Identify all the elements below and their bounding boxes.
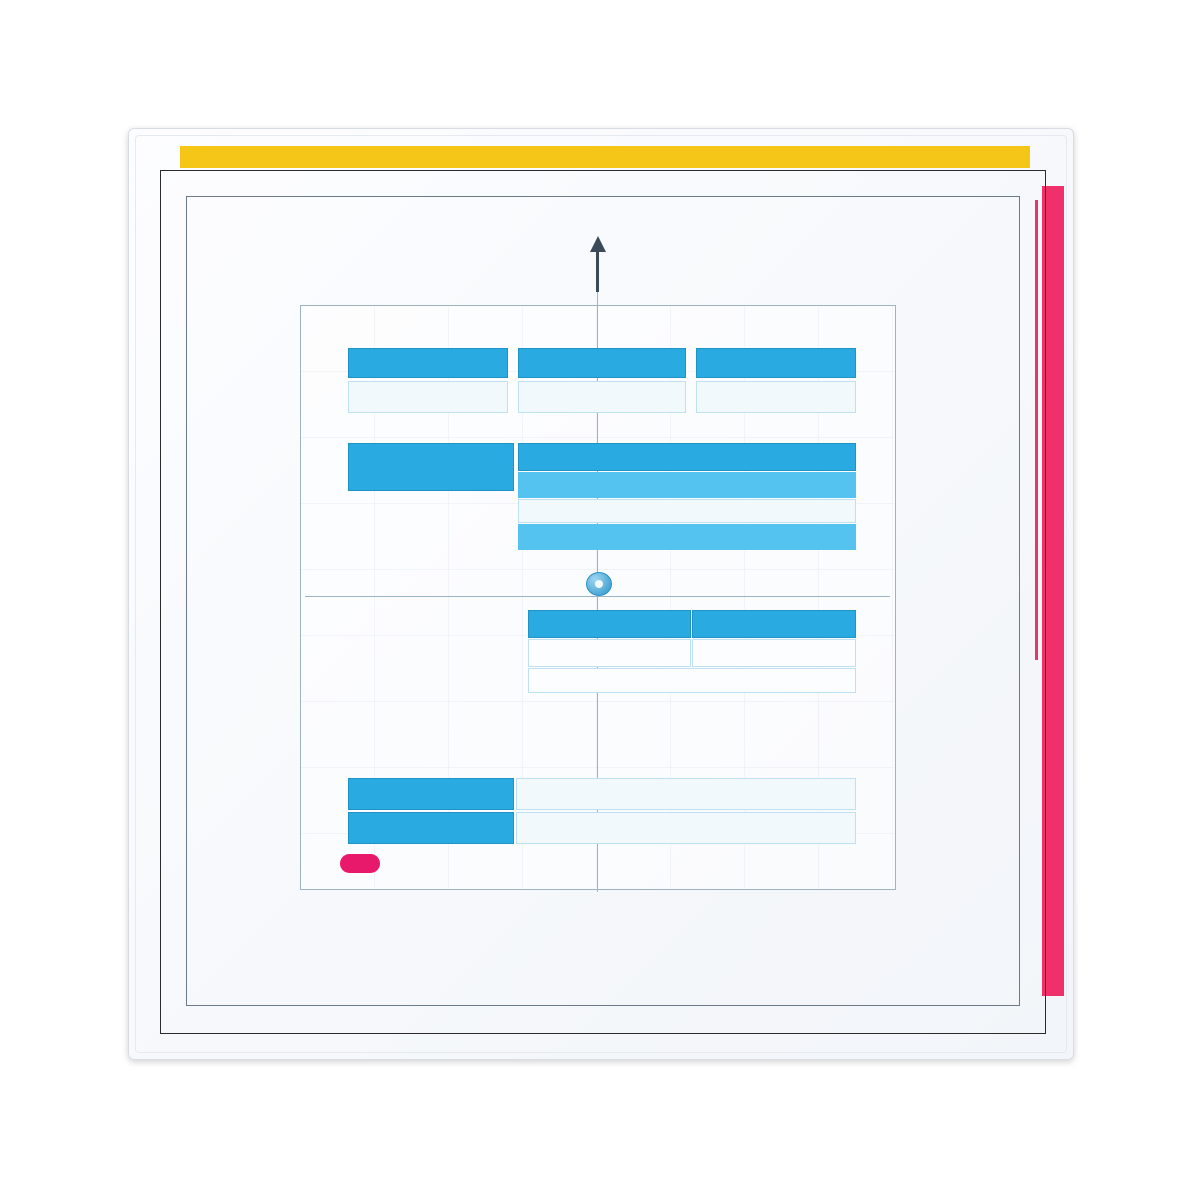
altitude-rule: [518, 499, 856, 523]
base-factor-title: [348, 348, 508, 378]
cross-wind-formula: [692, 639, 856, 667]
transponder-value: [516, 778, 856, 810]
yellow-scale-strip: [180, 146, 1030, 168]
no-wind-time-title: [696, 348, 856, 378]
transponder-label: [348, 778, 514, 810]
radio-value: [516, 812, 856, 844]
wind-legend: [528, 668, 856, 693]
cya-logo: [340, 854, 380, 873]
altitude-title: [518, 472, 856, 498]
takeoff-correction-title: [518, 443, 856, 471]
effective-wind-formula: [528, 639, 691, 667]
effective-wind-title: [528, 610, 691, 638]
radio-label: [348, 812, 514, 844]
no-wind-time-value: [696, 381, 856, 413]
compass-rose-ticks: [196, 206, 1008, 994]
cross-wind-title: [692, 610, 856, 638]
drift-value: [518, 381, 686, 413]
base-factor-value: [348, 381, 508, 413]
drift-title: [518, 348, 686, 378]
brand-block: [340, 854, 388, 873]
speed-correction-title: [348, 443, 514, 491]
temperature-title: [518, 524, 856, 550]
